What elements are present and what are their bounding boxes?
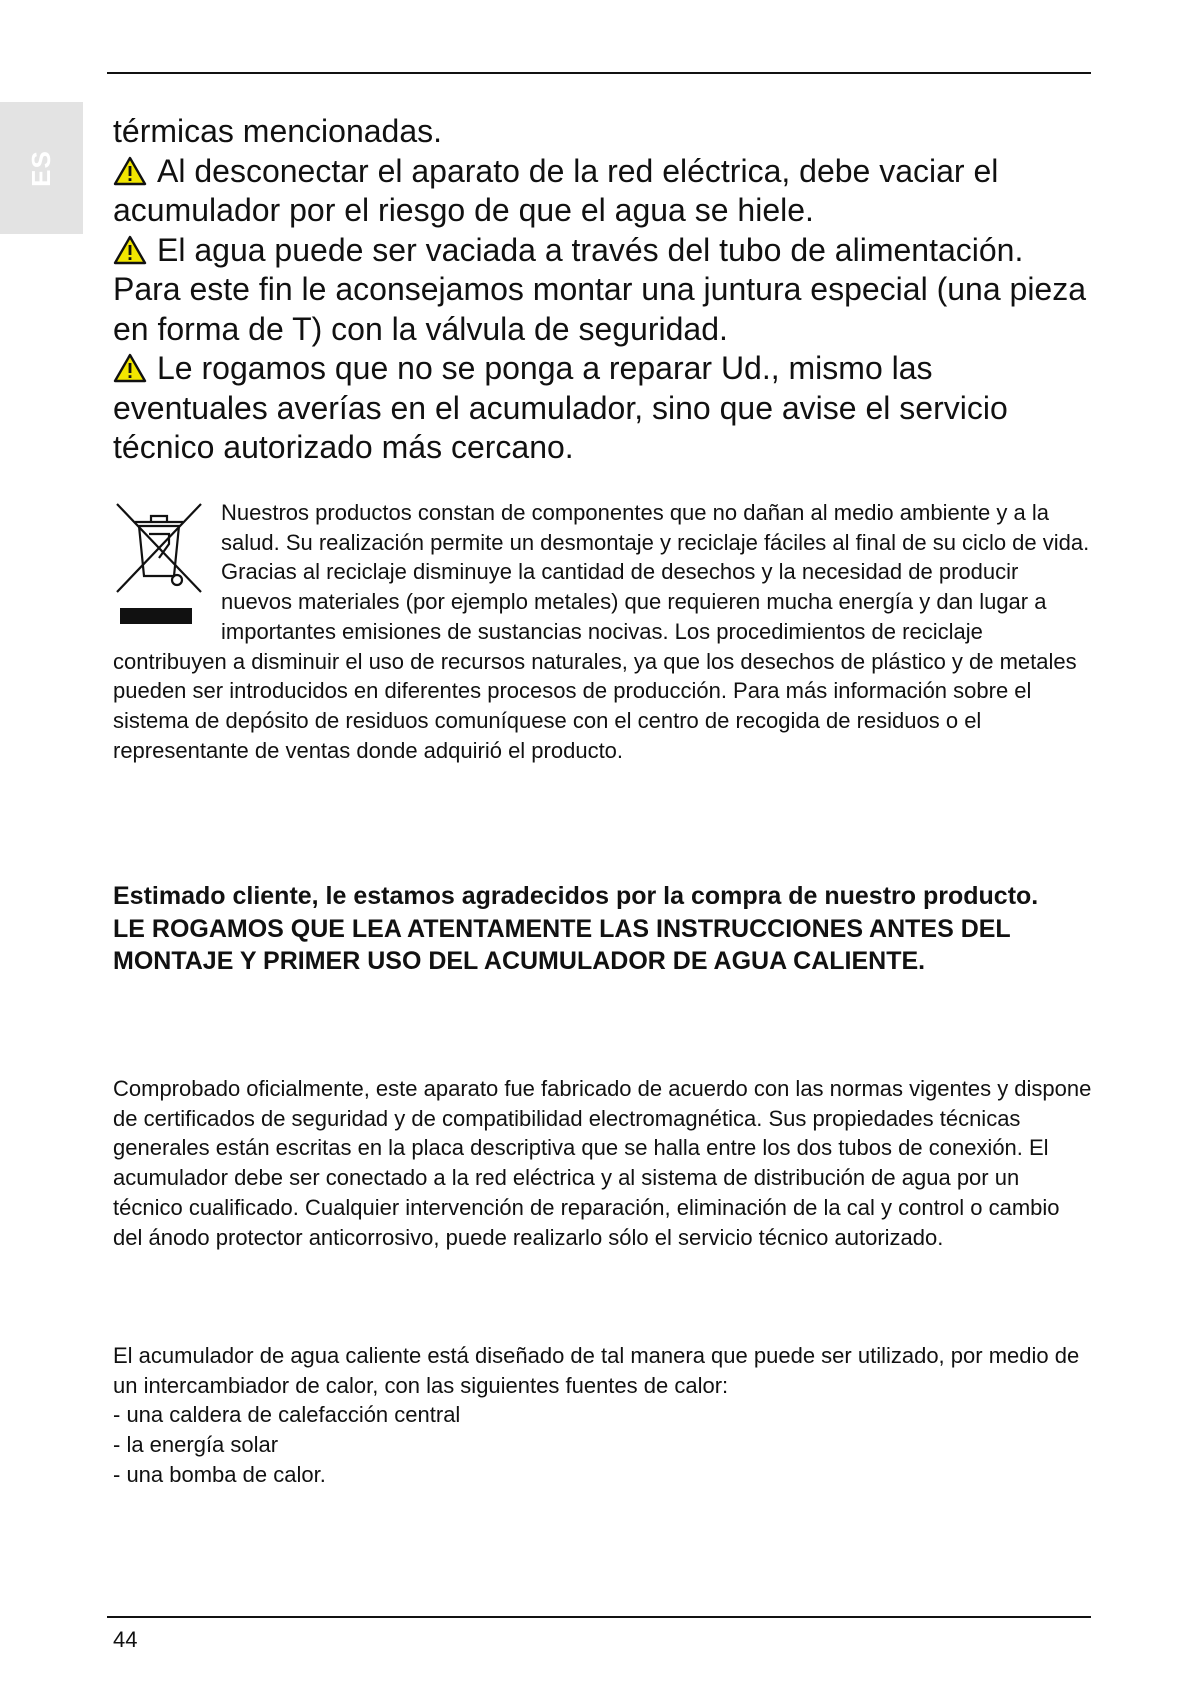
footer-rule: [107, 1616, 1091, 1618]
certification-paragraph: Comprobado oficialmente, este aparato fue fabricado de acuerdo con las normas vigentes y dispone de certificados de seguridad y de compatibilidad electromagnética. Sus propiedades técnicas generales están escritas en la placa descriptiva que se halla entre los dos tubos de conexión. El acumulador debe ser conectado a la red eléctrica y al sistema de distribución de agua por un técnico cualificado. Cualquier intervención de reparación, eliminación de la cal y control o cambio del ánodo protector anticorrosivo, puede realizarlo sólo el servicio técnico autorizado.: [113, 1076, 1092, 1250]
warning-item: [113, 152, 1093, 231]
instructions-notice: LE ROGAMOS QUE LEA ATENTAMENTE LAS INSTRUCCIONES ANTES DEL MONTAJE Y PRIMER USO DEL ACUMULADOR DE AGUA CALIENTE.: [113, 914, 1011, 975]
certification-section: [113, 1074, 1093, 1252]
warning-text: Al desconectar el aparato de la red eléctrica, debe vaciar el acumulador por el riesgo de que el agua se hiele.: [113, 152, 999, 228]
warning-item: [113, 349, 1093, 468]
list-item: - una caldera de calefacción central: [113, 1402, 461, 1428]
warning-text: Le rogamos que no se ponga a reparar Ud., mismo las eventuales averías en el acumulador, sino que avise el servicio técnico autorizado más cercano.: [113, 350, 1008, 465]
warning-item: [113, 231, 1093, 350]
list-item: - la energía solar: [113, 1432, 279, 1458]
warning-triangle-icon: [113, 156, 147, 186]
page-number: 44: [113, 1627, 138, 1652]
greeting-section: [113, 880, 1093, 978]
list-item: - una bomba de calor.: [113, 1461, 326, 1487]
greeting-line: Estimado cliente, le estamos agradecidos por la compra de nuestro producto.: [113, 882, 1039, 910]
heat-sources-intro: El acumulador de agua caliente está diseñado de tal manera que puede ser utilizado, por medio de un intercambiador de calor, con las siguientes fuentes de calor:: [113, 1343, 1080, 1398]
warnings-intro: térmicas mencionadas.: [113, 113, 443, 149]
heat-sources-section: [113, 1341, 1093, 1490]
recycling-section: [113, 498, 1093, 765]
warnings-section: [113, 112, 1093, 468]
header-rule: [107, 72, 1091, 74]
language-tab-label: ES: [26, 149, 56, 187]
recycling-text: Nuestros productos constan de componentes que no dañan al medio ambiente y a la salud. Su realización permite un desmontaje y reciclaje fáciles al final de su ciclo de vida. Gracias al reciclaje disminuye la cantidad de desechos y la necesidad de producir nuevos materiales (por ejemplo metales) que requieren mucha energía y dan lugar a importantes emisiones de sustancias nocivas. Los procedimientos de reciclaje contribuyen a disminuir el uso de recursos naturales, ya que los desechos de plástico y de metales pueden ser introducidos en diferentes procesos de producción. Para más información sobre el sistema de depósito de residuos comuníquese con el centro de recogida de residuos o el representante de ventas donde adquirió el producto.: [113, 500, 1090, 763]
language-tab: [0, 102, 83, 234]
heat-sources-list: [113, 1400, 1093, 1489]
warning-text: El agua puede ser vaciada a través del tubo de alimentación. Para este fin le aconsejamos montar una juntura especial (una pieza en forma de T) con la válvula de seguridad.: [113, 231, 1087, 347]
warning-triangle-icon: [113, 353, 147, 383]
crossed-out-wheelie-bin-icon: [113, 500, 221, 640]
warning-triangle-icon: [113, 235, 147, 265]
